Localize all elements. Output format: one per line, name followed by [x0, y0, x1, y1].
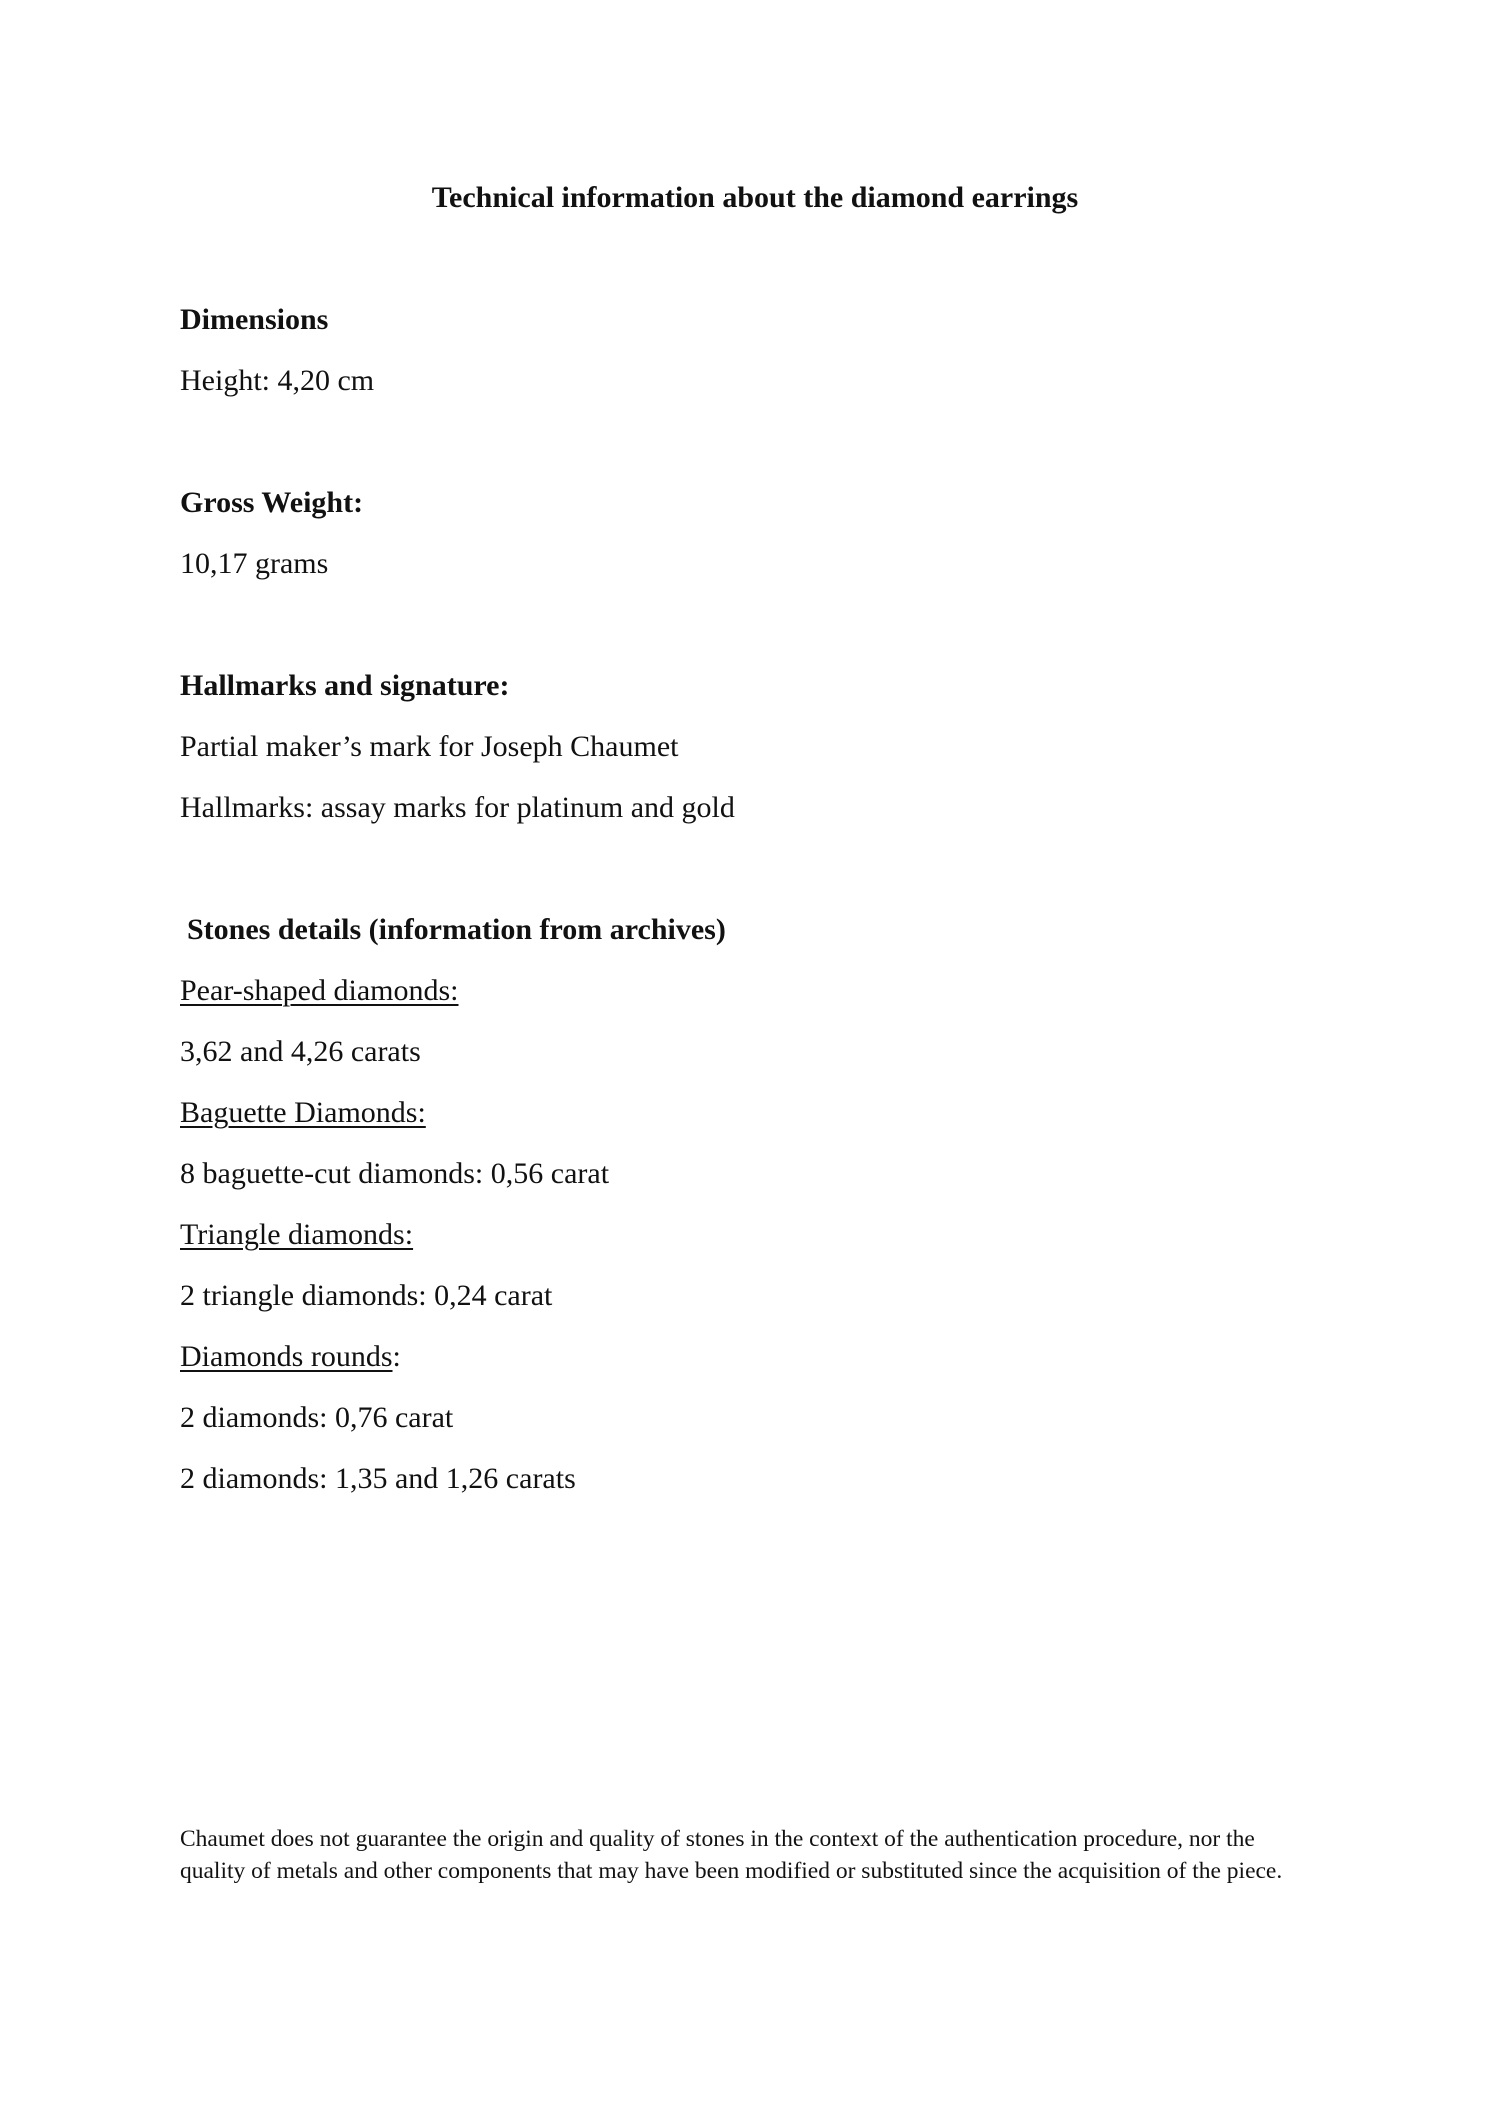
pear-shaped-label-text: Pear-shaped diamonds:	[180, 974, 459, 1007]
assay-marks-text: Hallmarks: assay marks for platinum and gold	[180, 791, 735, 824]
disclaimer-text: Chaumet does not guarantee the origin and quality of stones in the context of the authentication procedure, nor the quality of metals and other components that may have been modified or substituted since the acquisition of the piece.	[180, 1826, 1283, 1884]
hallmarks-heading: Hallmarks and signature:	[180, 669, 510, 702]
stones-heading: Stones details (information from archives)	[187, 913, 726, 946]
triangle-label-text: Triangle diamonds:	[180, 1218, 414, 1251]
rounds-label-text: Diamonds rounds	[180, 1340, 393, 1373]
baguette-value: 8 baguette-cut diamonds: 0,56 carat	[180, 1157, 610, 1190]
dimensions-heading: Dimensions	[180, 303, 329, 336]
baguette-label-text: Baguette Diamonds:	[180, 1096, 426, 1129]
baguette-label	[180, 1091, 426, 1135]
pear-shaped-value: 3,62 and 4,26 carats	[180, 1035, 421, 1068]
gross-weight-value: 10,17 grams	[180, 547, 329, 580]
rounds-value-1: 2 diamonds: 0,76 carat	[180, 1401, 454, 1434]
pear-shaped-label	[180, 969, 459, 1013]
triangle-label	[180, 1213, 413, 1257]
height-value: Height: 4,20 cm	[180, 364, 375, 397]
rounds-label	[180, 1335, 401, 1379]
gross-weight-heading: Gross Weight:	[180, 486, 364, 519]
triangle-value: 2 triangle diamonds: 0,24 carat	[180, 1279, 553, 1312]
rounds-value-2: 2 diamonds: 1,35 and 1,26 carats	[180, 1462, 576, 1495]
maker-mark-text: Partial maker’s mark for Joseph Chaumet	[180, 730, 679, 763]
rounds-label-colon: :	[392, 1340, 401, 1373]
document-title: Technical information about the diamond earrings	[431, 181, 1079, 214]
